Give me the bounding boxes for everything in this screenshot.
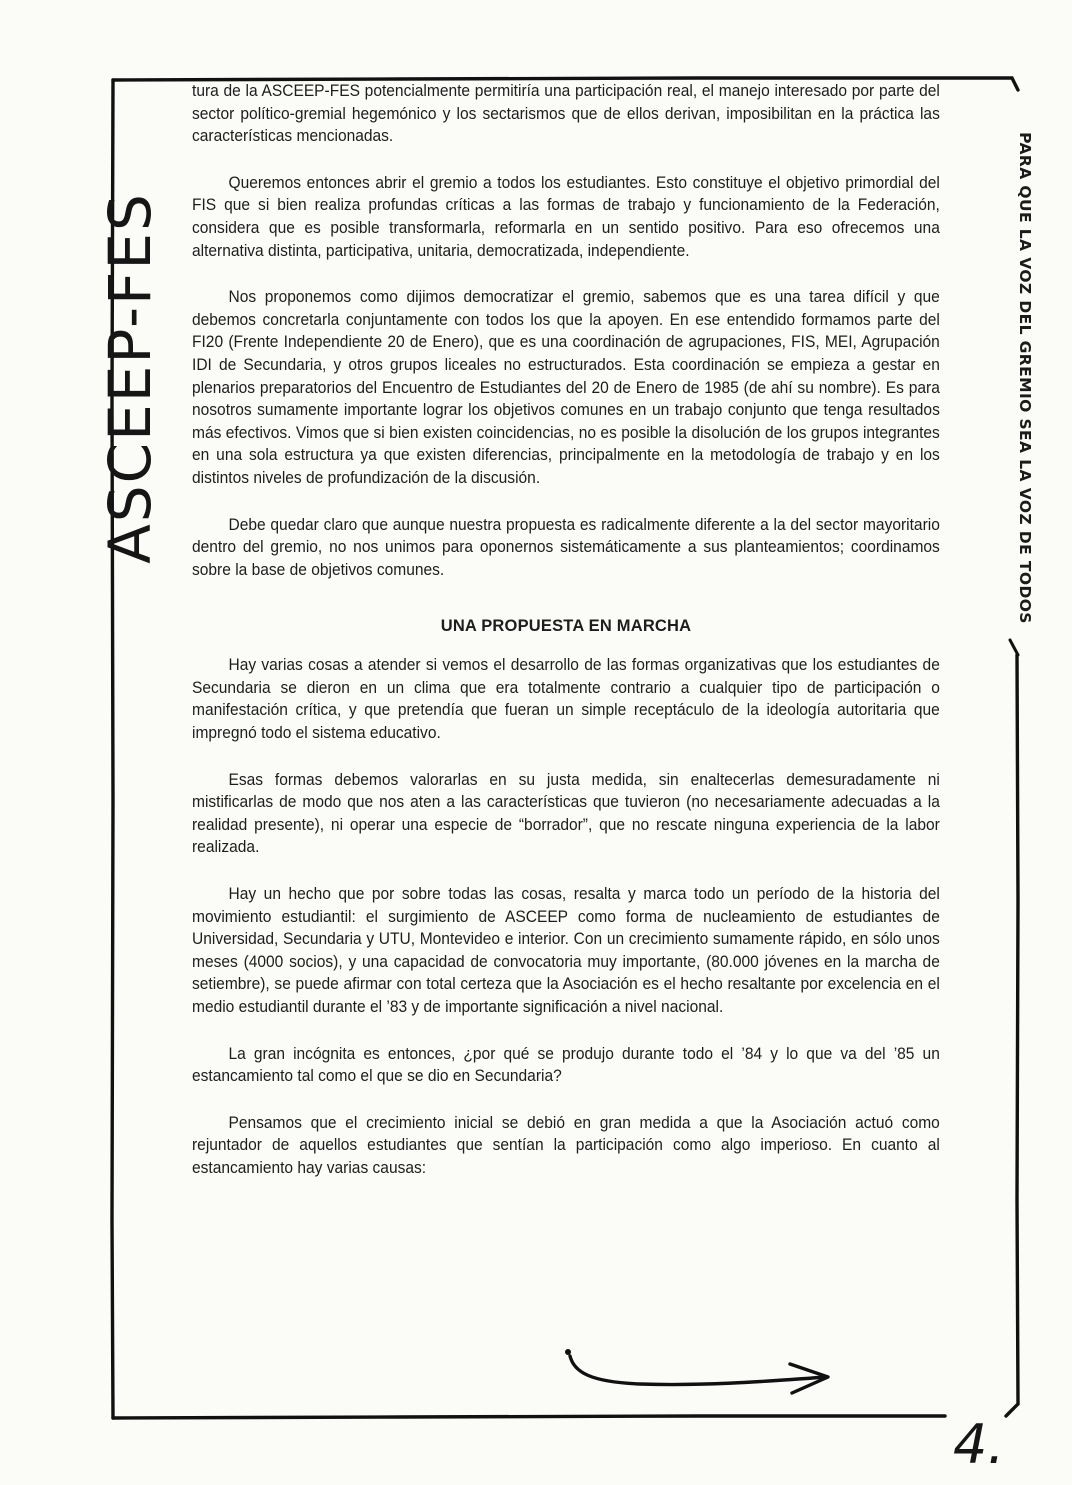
frame-right-line xyxy=(1006,655,1018,1416)
paragraph: Pensamos que el crecimiento inicial se debió en gran medida a que la Asociación actuó como rejuntador de aquellos estudiantes que sentían la participación como algo imperioso. En cuanto al estancamiento hay varias causas: xyxy=(192,1113,940,1177)
paragraph: Debe quedar claro que aunque nuestra propuesta es radicalmente diferente a la del sector mayoritario dentro del gremio, no nos unimos para oponernos sistemáticamente a sus planteamientos; coordinamos sobre la base de objetivos comunes. xyxy=(192,515,940,579)
paragraph: tura de la ASCEEP-FES potencialmente permitiría una participación real, el manejo interesado por parte del sector político-gremial hegemónico y los sectarismos que de ellos derivan, imposibilitan en la práctica las características mencionadas. xyxy=(192,82,940,146)
page-number: 4. xyxy=(953,1413,1005,1476)
paragraph: Esas formas debemos valorarlas en su justa medida, sin enaltecerlas demesuradamente ni mistificarlas de modo que nos aten a las características que tuvieron (no necesariamente adecuadas a la realidad presente), ni operar una especie de “borrador”, que no rescate ninguna experiencia de la labor realizada. xyxy=(192,770,940,857)
frame-bottom-line xyxy=(113,1416,945,1418)
paragraph: Hay un hecho que por sobre todas las cosas, resalta y marca todo un período de la historia del movimiento estudiantil: el surgimiento de ASCEEP como forma de nucleamiento de estudiantes de Universidad, Secundaria y UTU, Montevideo e interior. Con un crecimiento sumamente rápido, en sólo unos meses (4000 socios), y una capacidad de convocatoria muy importante, (80.000 jóvenes en la marcha de setiembre), se puede afirmar con total certeza que la Asociación es el hecho resaltante por excelencia en el medio estudiantil durante el ’83 y de importante significación a nivel nacional. xyxy=(192,885,940,1016)
article-body xyxy=(192,80,940,1204)
paragraph: La gran incógnita es entonces, ¿por qué se produjo durante todo el ’84 y lo que va del ’85 un estancamiento tal como el que se dio en Secundaria? xyxy=(192,1044,940,1086)
vertical-slogan: PARA QUE LA VOZ DEL GREMIO SEA LA VOZ DE TODOS xyxy=(1016,132,1034,624)
paragraph: Nos proponemos como dijimos democratizar el gremio, sabemos que es una tarea difícil y que debemos concretarla conjuntamente con todos los que la apoyen. En ese entendido formamos parte del FI20 (Frente Independiente 20 de Enero), que es una coordinación de agrupaciones, FIS, MEI, Agrupación IDI de Secundaria, y otros grupos liceales no estructurados. Esta coordinación se empieza a gestar en plenarios preparatorios del Encuentro de Estudiantes del 20 de Enero de 1985 (de ahí su nombre). Es para nosotros sumamente importante lograr los objetivos comunes en un trabajo conjunto que tenga resultados más efectivos. Vimos que si bien existen coincidencias, no es posible la disolución de los grupos integrantes en una sola estructura ya que existen diferencias, principalmente en la metodología de trabajo y en los distintos niveles de profundización de la discusión. xyxy=(192,288,940,487)
paragraph: Hay varias cosas a atender si vemos el desarrollo de las formas organizativas que los estudiantes de Secundaria se dieron en un clima que era totalmente contrario a cualquier tipo de participación o manifestación crítica, y que pretendía que fueran un simple receptáculo de la ideología autoritaria que impregnó todo el sistema educativo. xyxy=(192,656,940,743)
continue-arrow xyxy=(565,1349,828,1393)
paragraph: Queremos entonces abrir el gremio a todos los estudiantes. Esto constituye el objetivo primordial del FIS que si bien realiza profundas críticas a las formas de trabajo y funcionamiento de la Federación, considera que es posible transformarla, reformarla en un sentido positivo. Para eso ofrecemos una alternativa distinta, participativa, unitaria, democratizada, independiente. xyxy=(192,173,940,260)
section-heading: UNA PROPUESTA EN MARCHA xyxy=(440,617,692,636)
handwritten-margin-label: ASCEEP-FES xyxy=(96,192,164,564)
frame-right-tick xyxy=(1010,640,1018,655)
